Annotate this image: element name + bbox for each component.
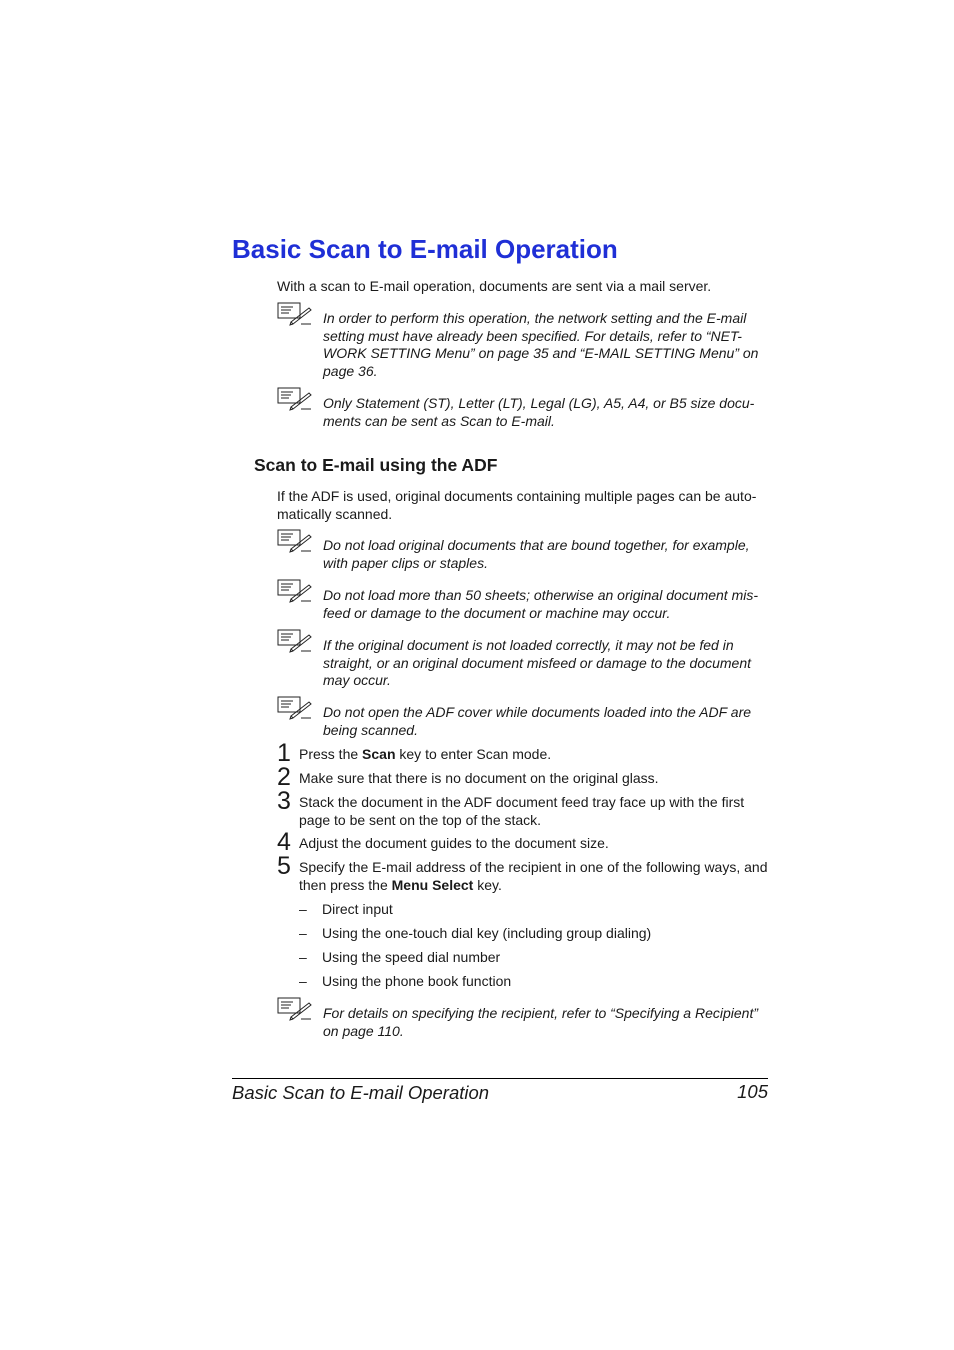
step-number: 4 xyxy=(277,828,291,856)
note-pencil-icon xyxy=(277,629,313,653)
note xyxy=(277,537,769,572)
step xyxy=(277,739,769,767)
note-text: In order to perform this operation, the network setting and the E-mail setting must have already been specified. For details, refer to “NET-WORK SETTING Menu” on page 35 and “E-MAIL SETTING Menu” on page 36. xyxy=(323,310,759,379)
note xyxy=(277,310,769,380)
page-title: Basic Scan to E-mail Operation xyxy=(232,234,618,264)
step-text: Make sure that there is no document on the original glass. xyxy=(299,770,659,786)
note-pencil-icon xyxy=(277,302,313,326)
note-pencil-icon xyxy=(277,529,313,553)
list-item-text: Using the one-touch dial key (including group dialing) xyxy=(322,925,652,941)
step-number: 2 xyxy=(277,763,291,791)
step-number: 3 xyxy=(277,787,291,815)
step-number: 5 xyxy=(277,852,291,880)
dash-mark: – xyxy=(299,949,307,965)
list-item-text: Using the speed dial number xyxy=(322,949,501,965)
dash-mark: – xyxy=(299,973,307,989)
note-text: Do not load more than 50 sheets; otherwise an original document mis-feed or damage to the document or machine may occur. xyxy=(323,587,759,621)
dash-mark: – xyxy=(299,925,307,941)
section-paragraph: If the ADF is used, original documents containing multiple pages can be auto-matically scanned. xyxy=(277,488,757,522)
note xyxy=(277,587,769,622)
note xyxy=(277,1005,769,1040)
list-item xyxy=(299,973,511,989)
note-text: For details on specifying the recipient, refer to “Specifying a Recipient” on page 110. xyxy=(323,1005,758,1039)
list-item xyxy=(299,901,393,917)
note-pencil-icon xyxy=(277,579,313,603)
footer-title: Basic Scan to E-mail Operation xyxy=(232,1082,490,1103)
step-text: Adjust the document guides to the document size. xyxy=(299,835,609,851)
step xyxy=(277,763,769,791)
note xyxy=(277,637,769,690)
list-item xyxy=(299,925,651,941)
note-pencil-icon xyxy=(277,387,313,411)
note-pencil-icon xyxy=(277,997,313,1021)
note-text: Do not load original documents that are bound together, for example, with paper clips or staples. xyxy=(323,537,750,571)
note-text: Do not open the ADF cover while documents loaded into the ADF are being scanned. xyxy=(323,704,752,738)
list-item-text: Direct input xyxy=(322,901,393,917)
step-number: 1 xyxy=(277,739,291,767)
dash-mark: – xyxy=(299,901,307,917)
note xyxy=(277,704,769,739)
intro-text: With a scan to E-mail operation, documents are sent via a mail server. xyxy=(277,278,712,294)
note xyxy=(277,395,769,430)
page-number: 105 xyxy=(737,1081,768,1102)
step xyxy=(277,828,769,856)
step-text: Press the Scan key to enter Scan mode. xyxy=(299,746,552,762)
list-item xyxy=(299,949,500,965)
section-title: Scan to E-mail using the ADF xyxy=(254,455,498,475)
list-item-text: Using the phone book function xyxy=(322,973,512,989)
note-text: If the original document is not loaded correctly, it may not be fed in straight, or an original document misfeed or damage to the document may occur. xyxy=(323,637,752,689)
step xyxy=(277,787,769,829)
step-text: Specify the E-mail address of the recipient in one of the following ways, and then press the Menu Select key. xyxy=(299,859,768,893)
step-text: Stack the document in the ADF document feed tray face up with the first page to be sent on the top of the stack. xyxy=(299,794,745,828)
step xyxy=(277,852,769,894)
note-text: Only Statement (ST), Letter (LT), Legal (LG), A5, A4, or B5 size docu-ments can be sent as Scan to E-mail. xyxy=(323,395,755,429)
footer-rule xyxy=(232,1078,768,1079)
note-pencil-icon xyxy=(277,696,313,720)
